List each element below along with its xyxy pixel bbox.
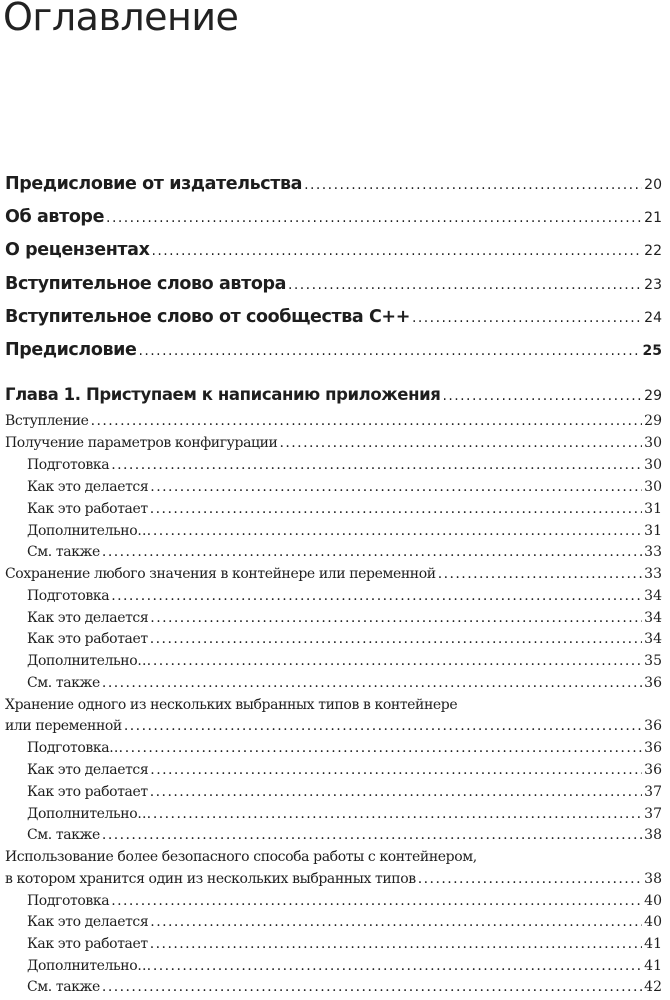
dot-leader — [153, 523, 642, 539]
dot-leader — [102, 827, 642, 843]
toc-entry-page: 34 — [644, 588, 662, 604]
toc-entry-page: 36 — [644, 718, 662, 734]
toc-entry-label: Как это делается — [27, 762, 149, 778]
toc-entry-page: 37 — [644, 784, 662, 800]
toc-section[interactable] — [5, 566, 662, 582]
toc-entry-label: О рецензентах — [5, 240, 150, 260]
dot-leader — [153, 958, 642, 974]
toc-entry-label: Подготовка — [27, 457, 110, 473]
toc-subsection[interactable] — [5, 588, 662, 604]
toc-entry-label: Вступление — [5, 413, 89, 429]
toc-entry-page: 21 — [644, 210, 662, 226]
toc-section[interactable] — [5, 413, 662, 429]
toc-entry-page: 30 — [644, 479, 662, 495]
toc-subsection[interactable] — [5, 958, 662, 974]
toc-entry-page: 36 — [644, 740, 662, 756]
dot-leader — [150, 936, 642, 952]
toc-entry-page: 24 — [644, 310, 662, 326]
toc-entry-preface[interactable] — [5, 340, 662, 360]
toc-entry-page: 36 — [644, 762, 662, 778]
page-title: Оглавление — [3, 0, 239, 39]
toc-subsection[interactable] — [5, 936, 662, 952]
toc-subsection[interactable] — [5, 523, 662, 539]
dot-leader — [279, 435, 642, 451]
toc-entry-page: 38 — [644, 827, 662, 843]
toc-chapter-page: 29 — [644, 388, 662, 404]
toc-entry-page: 34 — [644, 631, 662, 647]
toc-subsection[interactable] — [5, 457, 662, 473]
toc-entry-label: Получение параметров конфигурации — [5, 435, 278, 451]
toc-subsection[interactable] — [5, 653, 662, 669]
toc-entry-label: Подготовка — [27, 893, 110, 909]
toc-entry-label: Как это делается — [27, 914, 149, 930]
dot-leader — [138, 343, 640, 359]
toc-section[interactable] — [5, 435, 662, 451]
toc-entry-label: Об авторе — [5, 207, 105, 227]
toc-subsection[interactable] — [5, 893, 662, 909]
toc-subsection[interactable] — [5, 631, 662, 647]
dot-leader — [124, 718, 642, 734]
toc-chapter-label: Глава 1. Приступаем к написанию приложения — [5, 385, 441, 404]
dot-leader — [418, 871, 642, 887]
toc-entry-label: Предисловие — [5, 340, 137, 360]
toc-entry-label: или переменной — [5, 718, 122, 734]
dot-leader — [150, 784, 642, 800]
toc-entry-page: 41 — [644, 936, 662, 952]
toc-entry-label: Дополнительно… — [27, 958, 151, 974]
toc-entry-page: 34 — [644, 610, 662, 626]
toc-entry-page: 38 — [644, 871, 662, 887]
toc-entry-page: 41 — [644, 958, 662, 974]
dot-leader — [91, 413, 643, 429]
toc-subsection[interactable] — [5, 784, 662, 800]
toc-subsection[interactable] — [5, 610, 662, 626]
dot-leader — [102, 544, 642, 560]
toc-entry-label: Подготовка — [27, 588, 110, 604]
toc-entry-label: Как это работает — [27, 936, 148, 952]
dot-leader — [150, 914, 642, 930]
toc-subsection[interactable] — [5, 762, 662, 778]
toc-entry-page: 40 — [644, 914, 662, 930]
toc-entry-label: Вступительное слово от сообщества C++ — [5, 307, 410, 327]
dot-leader — [288, 277, 642, 293]
dot-leader — [304, 177, 642, 193]
toc-entry-reviewers[interactable] — [5, 240, 662, 260]
toc-entry-publisher-preface[interactable] — [5, 174, 662, 194]
toc-section[interactable] — [5, 871, 662, 887]
toc-entry-page: 36 — [644, 675, 662, 691]
toc-subsection[interactable] — [5, 740, 662, 756]
dot-leader — [442, 388, 642, 404]
toc-entry-label: Дополнительно… — [27, 523, 151, 539]
toc-entry-about-author[interactable] — [5, 207, 662, 227]
dot-leader — [150, 762, 642, 778]
toc-chapter-1[interactable] — [5, 385, 662, 404]
toc-entry-page: 31 — [644, 501, 662, 517]
toc-entry-label: Как это делается — [27, 479, 149, 495]
toc-entry-page: 35 — [644, 653, 662, 669]
toc-entry-page: 23 — [644, 277, 662, 293]
dot-leader — [150, 479, 642, 495]
dot-leader — [412, 310, 642, 326]
toc-subsection[interactable] — [5, 675, 662, 691]
dot-leader — [102, 979, 642, 995]
toc-entry-label: Как это работает — [27, 784, 148, 800]
toc-entry-label: См. также — [27, 544, 100, 560]
toc-entry-page: 29 — [644, 413, 662, 429]
toc-section-line1[interactable]: Хранение одного из нескольких выбранных типов в контейнере — [5, 697, 458, 713]
toc-subsection[interactable] — [5, 914, 662, 930]
toc-entry-label: в котором хранится один из нескольких выбранных типов — [5, 871, 416, 887]
toc-subsection[interactable] — [5, 501, 662, 517]
toc-entry-page: 33 — [644, 544, 662, 560]
toc-entry-label: Сохранение любого значения в контейнере или переменной — [5, 566, 436, 582]
dot-leader — [150, 610, 642, 626]
toc-entry-page: 30 — [644, 457, 662, 473]
dot-leader — [111, 893, 642, 909]
toc-entry-label: Как это делается — [27, 610, 149, 626]
dot-leader — [111, 457, 642, 473]
toc-entry-label: Вступительное слово автора — [5, 274, 286, 294]
toc-subsection[interactable] — [5, 479, 662, 495]
toc-section[interactable] — [5, 718, 662, 734]
toc-entry-label: Как это работает — [27, 501, 148, 517]
dot-leader — [438, 566, 642, 582]
dot-leader — [153, 806, 642, 822]
toc-entry-label: Как это работает — [27, 631, 148, 647]
toc-entry-label: Предисловие от издательства — [5, 174, 303, 194]
toc-entry-page: 20 — [644, 177, 662, 193]
toc-subsection[interactable] — [5, 806, 662, 822]
toc-entry-label: См. также — [27, 979, 100, 995]
dot-leader — [111, 588, 642, 604]
toc-section-line1[interactable]: Использование более безопасного способа работы с контейнером, — [5, 849, 477, 865]
dot-leader — [102, 675, 642, 691]
dot-leader — [125, 740, 642, 756]
toc-entry-page: 42 — [644, 979, 662, 995]
toc-entry-label: См. также — [27, 827, 100, 843]
dot-leader — [106, 210, 642, 226]
toc-entry-page: 22 — [644, 243, 662, 259]
toc-entry-page: 25 — [642, 343, 662, 359]
dot-leader — [150, 501, 642, 517]
dot-leader — [150, 631, 642, 647]
toc-subsection[interactable] — [5, 979, 662, 995]
dot-leader — [151, 243, 642, 259]
toc-entry-author-foreword[interactable] — [5, 274, 662, 294]
toc-entry-label: См. также — [27, 675, 100, 691]
toc-entry-page: 37 — [644, 806, 662, 822]
toc-entry-community-foreword[interactable] — [5, 307, 662, 327]
toc-entry-label: Дополнительно… — [27, 806, 151, 822]
toc-entry-label: Подготовка… — [27, 740, 123, 756]
toc-entry-label: Дополнительно… — [27, 653, 151, 669]
toc-subsection[interactable] — [5, 544, 662, 560]
dot-leader — [153, 653, 642, 669]
toc-entry-page: 33 — [644, 566, 662, 582]
toc-entry-page: 40 — [644, 893, 662, 909]
toc-entry-page: 30 — [644, 435, 662, 451]
toc-subsection[interactable] — [5, 827, 662, 843]
toc-entry-page: 31 — [644, 523, 662, 539]
